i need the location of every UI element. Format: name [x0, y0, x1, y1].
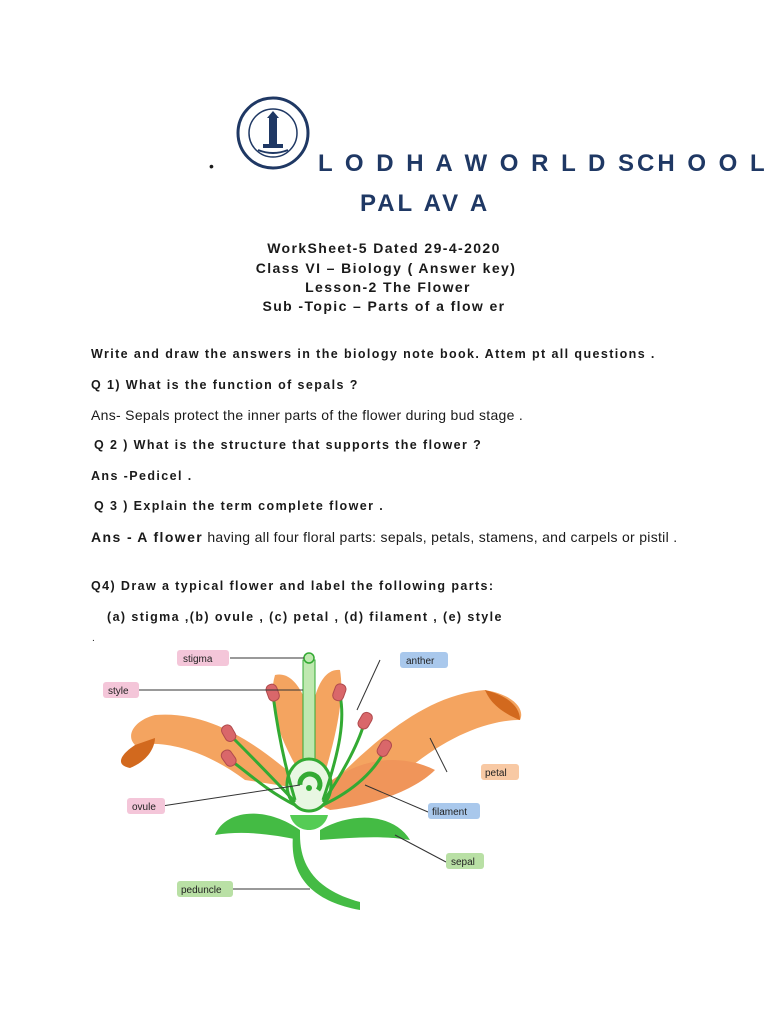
stray-mark: . — [92, 633, 95, 644]
question-4-parts: (a) stigma ,(b) ovule , (c) petal , (d) filament , (e) style — [107, 610, 503, 624]
peduncle-stem — [293, 835, 360, 910]
label-anther: anther — [406, 656, 435, 667]
answer-3-text: having all four floral parts: sepals, petals, stamens, and carpels or pistil . — [207, 529, 678, 545]
school-logo — [236, 96, 310, 170]
question-1: Q 1) What is the function of sepals ? — [91, 378, 359, 392]
label-sepal: sepal — [451, 857, 475, 868]
label-filament: filament — [432, 807, 468, 818]
label-style: style — [108, 686, 129, 697]
question-3: Q 3 ) Explain the term complete flower . — [94, 499, 385, 513]
school-name: L O D H A W O R L D SCH O O L — [318, 150, 768, 177]
question-2: Q 2 ) What is the structure that supports the flower ? — [94, 438, 483, 452]
label-petal: petal — [485, 768, 507, 779]
sepal-right — [320, 818, 410, 840]
flower-diagram — [95, 640, 545, 910]
label-ovule: ovule — [132, 802, 156, 813]
school-location: PAL AV A — [360, 190, 491, 217]
worksheet-title: WorkSheet-5 Dated 29-4-2020 — [267, 240, 501, 256]
question-4: Q4) Draw a typical flower and label the following parts: — [91, 579, 495, 593]
answer-3-prefix: Ans - — [91, 529, 133, 545]
instructions: Write and draw the answers in the biology note book. Attem pt all questions . — [91, 347, 656, 361]
label-peduncle: peduncle — [181, 885, 222, 896]
answer-3-bold: A flower — [137, 529, 204, 545]
answer-2: Ans -Pedicel . — [91, 469, 193, 483]
sub-topic: Sub -Topic – Parts of a flow er — [262, 298, 506, 314]
answer-1: Ans- Sepals protect the inner parts of the flower during bud stage . — [91, 407, 524, 423]
class-subject: Class VI – Biology ( Answer key) — [255, 260, 517, 276]
label-stigma: stigma — [183, 654, 213, 665]
sepal-left — [215, 814, 300, 840]
lesson-title: Lesson-2 The Flower — [305, 279, 471, 295]
answer-3 — [91, 528, 691, 547]
stigma-tip — [304, 653, 314, 663]
style-stalk — [303, 660, 315, 765]
bullet-point: • — [209, 158, 214, 174]
